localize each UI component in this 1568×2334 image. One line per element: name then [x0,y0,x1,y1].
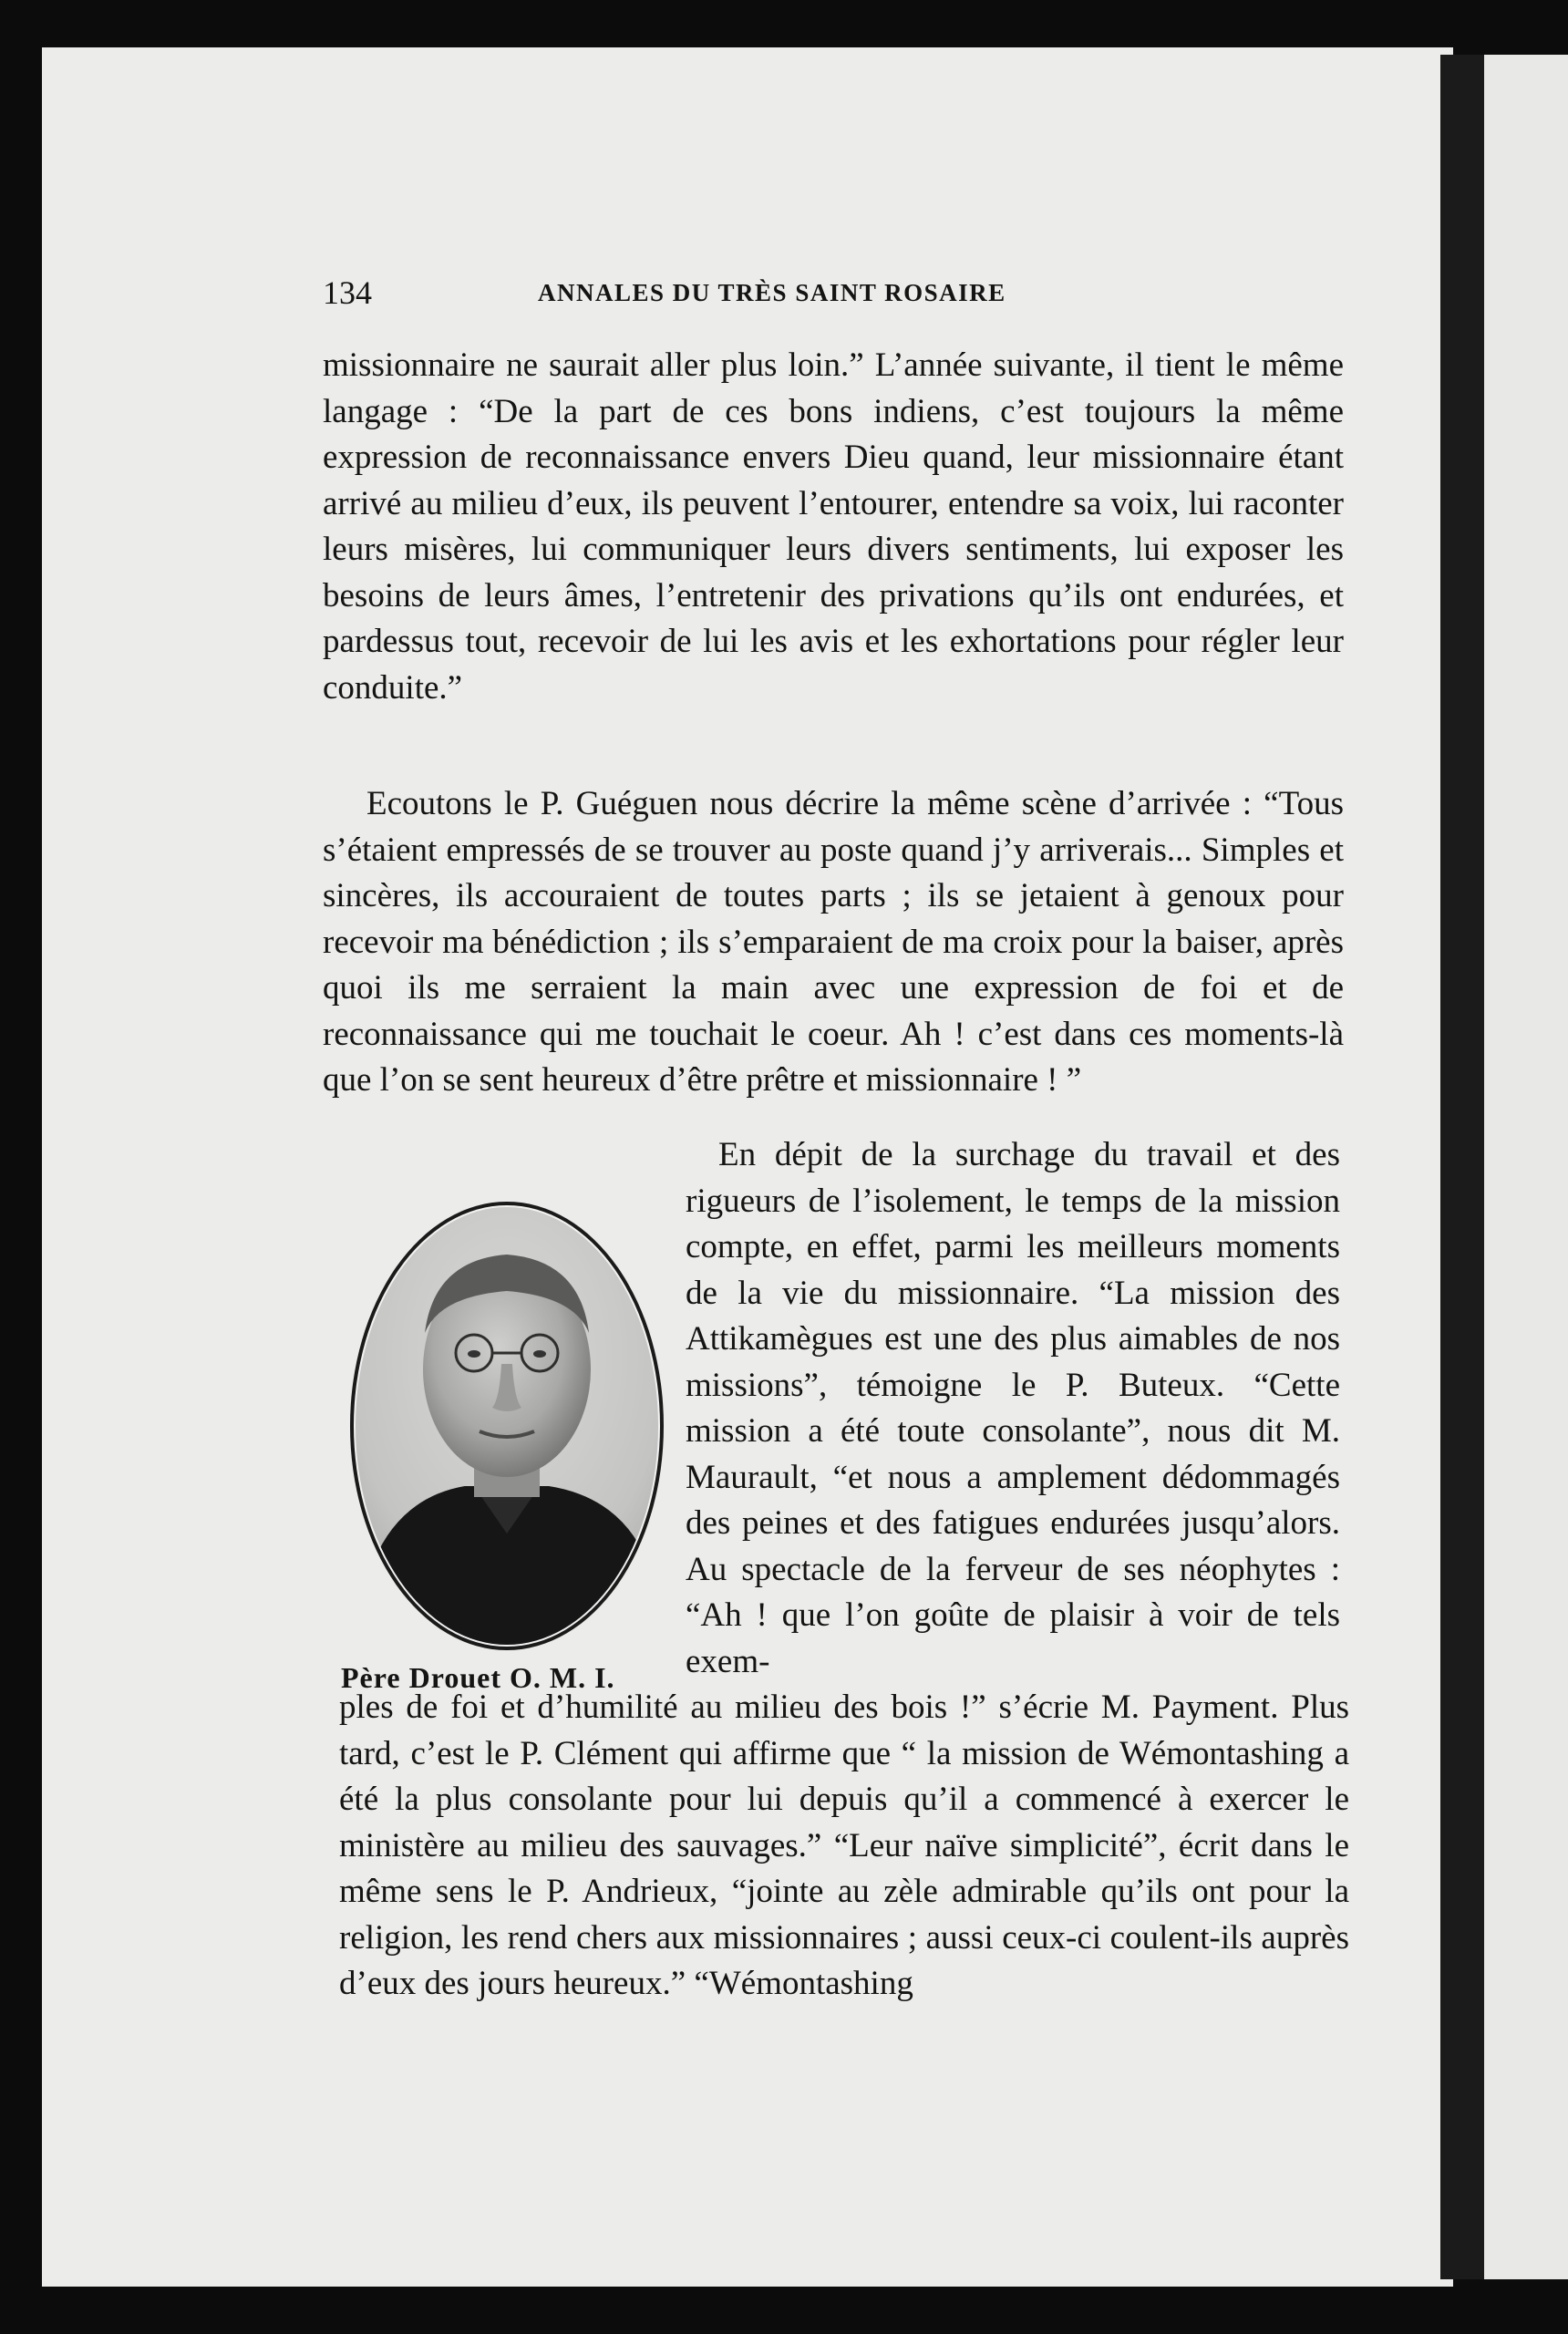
page-number: 134 [323,274,372,311]
paragraph-3-continued: ples de foi et d’humilité au milieu des bois !” s’écrie M. Payment. Plus tard, c’est le P. Clément qui affirme que “ la mission de Wémontashing a été la plus consolante pour lui depuis qu’il a commencé à exercer le ministère au milieu des sauvages.” “Leur naïve simplicité”, écrit dans le même sens le P. Andrieux, “jointe au zèle admirable qu’ils ont pour la religion, les rend chers aux missionnaires ; aussi ceux-ci coulent-ils auprès d’eux des jours heureux.” “Wémontashing [339,1689,1349,2002]
page-gutter-shadow [1440,55,1484,2279]
portrait-caption: Père Drouet O. M. I. [341,1661,615,1694]
facing-page-edge [1484,55,1568,2279]
running-title: ANNALES DU TRÈS SAINT ROSAIRE [538,279,1006,306]
portrait-photo [346,1196,667,1656]
paragraph-2: Ecoutons le P. Guéguen nous décrire la même scène d’arrivée : “Tous s’étaient empressés de se trouver au poste quand j’y arriverais... Simples et sincères, ils accouraient de toutes parts ; ils se jetaient à genoux pour recevoir ma bénédiction ; ils s’emparaient de ma croix pour la baiser, après quoi ils me serraient la main avec une expression de foi et de reconnaissance qui me touchait le coeur. Ah ! c’est dans ces moments-là que l’on se sent heureux d’être prêtre et missionnaire ! ” [323,785,1344,1099]
paragraph-3-beside-portrait: En dépit de la surchage du travail et des rigueurs de l’isolement, le temps de la mission compte, en effet, parmi les meilleurs moments de la vie du missionnaire. “La mission des Attikamègues est une des plus aimables de nos missions”, témoigne le P. Buteux. “Cette mission a été toute consolante”, nous dit M. Maurault, “et nous a amplement dédommagés des peines et des fatigues endurées jusqu’alors. Au spectacle de la ferveur de ses néophytes : “Ah ! que l’on goûte de plaisir à voir de tels exem- [686,1136,1340,1680]
portrait-oval-image [346,1196,667,1656]
paragraph-1: missionnaire ne saurait aller plus loin.” L’année suivante, il tient le même langage : “De la part de ces bons indiens, c’est toujours la même expression de reconnaissance envers Dieu quand, leur missionnaire étant arrivé au milieu d’eux, ils peuvent l’entourer, entendre sa voix, lui raconter leurs misères, lui communiquer leurs divers sentiments, lui exposer les besoins de leurs âmes, l’entretenir des privations qu’ils ont endurées, et pardessus tout, recevoir de lui les avis et les exhortations pour régler leur conduite.” [323,346,1344,707]
page-header [323,274,1344,315]
